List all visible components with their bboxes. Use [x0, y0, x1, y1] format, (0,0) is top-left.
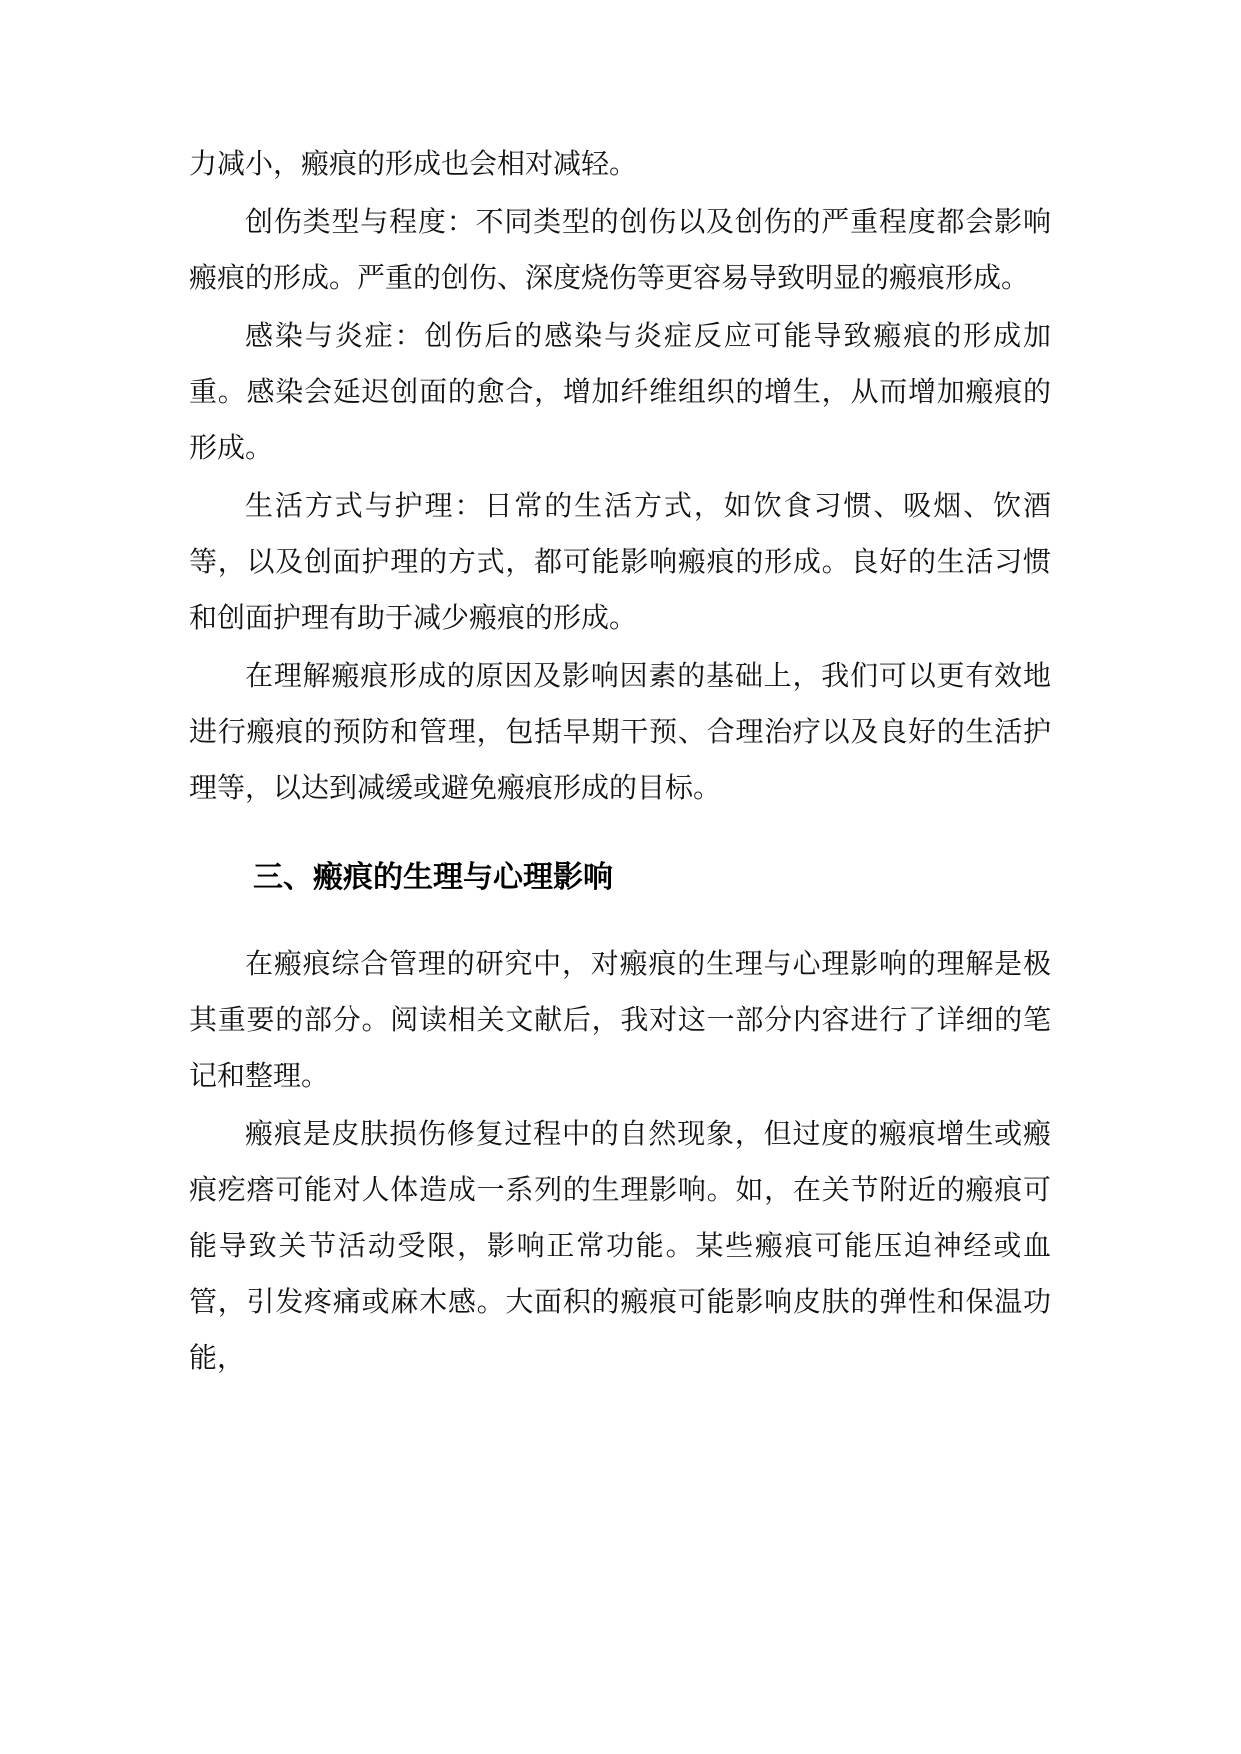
section-heading: 三、瘢痕的生理与心理影响 — [253, 860, 613, 895]
paragraph-continuation: 力减小，瘢痕的形成也会相对减轻。 — [189, 147, 638, 180]
document-body — [189, 136, 1051, 1386]
paragraph-physiological: 瘢痕是皮肤损伤修复过程中的自然现象，但过度的瘢痕增生或瘢痕疙瘩可能对人体造成一系列的生理影响。如，在关节附近的瘢痕可能导致关节活动受限，影响正常功能。某些瘢痕可能压迫神经或血管，引发疼痛或麻木感。大面积的瘢痕可能影响皮肤的弹性和保温功能， — [189, 1117, 1051, 1374]
paragraph-lifestyle: 生活方式与护理：日常的生活方式，如饮食习惯、吸烟、饮酒等，以及创面护理的方式，都可能影响瘢痕的形成。良好的生活习惯和创面护理有助于减少瘢痕的形成。 — [189, 489, 1051, 634]
paragraph-section-intro: 在瘢痕综合管理的研究中，对瘢痕的生理与心理影响的理解是极其重要的部分。阅读相关文献后，我对这一部分内容进行了详细的笔记和整理。 — [189, 947, 1051, 1092]
paragraph-trauma-type: 创伤类型与程度：不同类型的创伤以及创伤的严重程度都会影响瘢痕的形成。严重的创伤、深度烧伤等更容易导致明显的瘢痕形成。 — [189, 205, 1051, 294]
paragraph-infection: 感染与炎症：创伤后的感染与炎症反应可能导致瘢痕的形成加重。感染会延迟创面的愈合，增加纤维组织的增生，从而增加瘢痕的形成。 — [189, 319, 1051, 464]
paragraph-summary: 在理解瘢痕形成的原因及影响因素的基础上，我们可以更有效地进行瘢痕的预防和管理，包括早期干预、合理治疗以及良好的生活护理等，以达到减缓或避免瘢痕形成的目标。 — [189, 659, 1051, 804]
